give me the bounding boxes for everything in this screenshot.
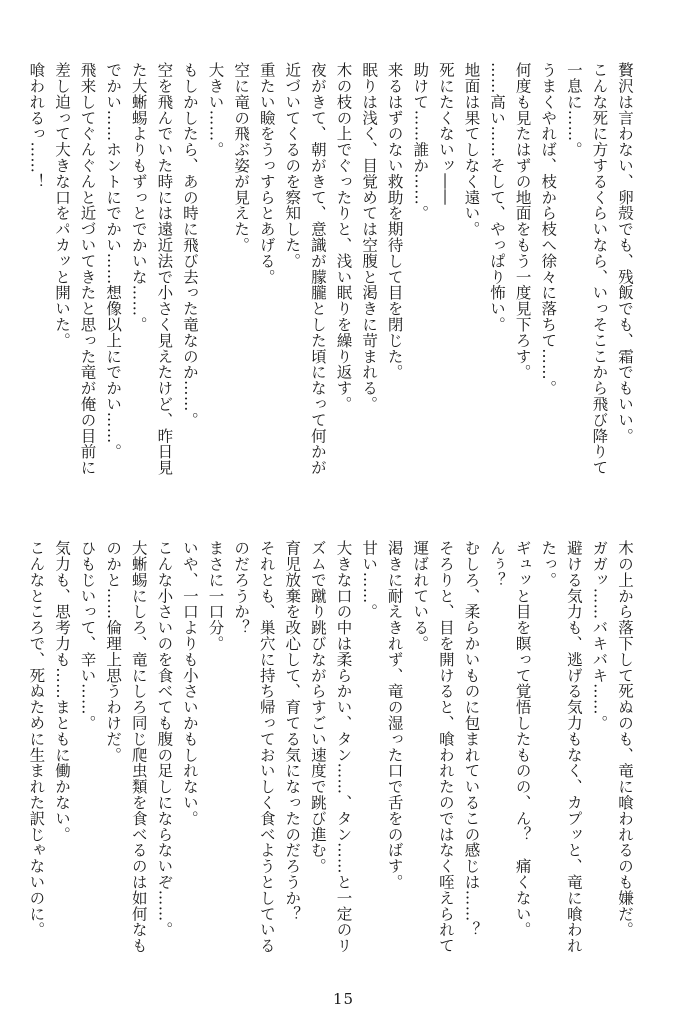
text-line: 空に竜の飛ぶ姿が見えた。 [232,62,251,253]
text-line: でかい……ホントにでかい……想像以上にでかい……。 [104,62,123,460]
text-line: 近づいてくるのを察知した。 [283,62,302,269]
text-line: いや、一口よりも小さいかもしれない。 [180,540,199,827]
text-line: 来るはずのない救助を期待して目を閉じた。 [385,62,404,380]
text-line: のだろうか？ [232,540,251,636]
text-line: 木の上から落下して死ぬのも、竜に喰われるのも嫌だ。 [616,540,634,938]
text-line: ……高い……そして、やっぱり怖い。 [488,62,507,333]
text-line: 贅沢は言わない、卵殻でも、残飯でも、霜でもいい。 [616,62,634,444]
text-line: こんなところで、死ぬために生まれた訳じゃないのに。 [27,540,46,938]
text-line: ひもじいって、辛い……。 [78,540,97,731]
text-line: 大きい……。 [206,62,225,158]
text-line: 大蜥蜴にしろ、竜にしろ同じ爬虫類を食べるのは如何なも [129,540,148,954]
text-line: まさに一口分。 [206,540,225,652]
text-line: んぅ？ [488,540,507,588]
text-line: そろりと、目を開けると、喰われたのではなく咥えられて [436,540,455,954]
text-line: 眠りは浅く、目覚めては空腹と渇きに苛まれる。 [360,62,379,412]
text-line: 喰われるっ……！ [27,62,46,190]
text-line: 地面は果てしなく遠い。 [462,62,481,237]
text-line: のかと……倫理上思うわけだ。 [104,540,123,763]
text-line: 渇きに耐えきれず、竜の湿った口で舌をのばす。 [385,540,404,890]
text-line: ズムで蹴り跳びながらすごい速度で跳び進む。 [308,540,327,874]
text-line: 重たい瞼をうっすらとあげる。 [257,62,276,285]
text-line: 助けて……誰か……。 [411,62,430,221]
text-line: 木の枝の上でぐったりと、浅い眠りを繰り返す。 [334,62,353,412]
text-line: むしろ、柔らかいものに包まれているこの感じは……？ [462,540,481,938]
text-line: うまくやれば、枝から枝へ徐々に落ちて……。 [539,62,558,396]
text-line: 大きな口の中は柔らかい、タン……、タン……と一定のリ [334,540,353,954]
text-line: 気力も、思考力も……まともに働かない。 [52,540,71,843]
text-line: 飛来してぐんぐんと近づいてきたと思った竜が俺の目前に [78,62,97,476]
text-line: 運ばれている。 [411,540,430,652]
upper-text-block [23,62,637,502]
text-line: それとも、巣穴に持ち帰っておいしく食べようとしている [257,540,276,954]
text-line: 一息に……。 [564,62,583,158]
text-line: 夜がきて、朝がきて、意識が朦朧とした頃になって何かが [308,62,327,476]
text-line: た大蜥蜴よりもずっとでかいな……。 [129,62,148,333]
text-line: こんな小さいのを食べても腹の足しにならないぞ……。 [155,540,174,938]
text-line: たっ。 [539,540,558,588]
text-line: ガガッ……バキバキ……。 [590,540,609,731]
text-line: 避ける気力も、逃げる気力もなく、カプッと、竜に喰われ [564,540,583,954]
page-number: 15 [332,990,355,1008]
text-line: 甘い……。 [360,540,379,620]
lower-text-block [23,540,637,980]
text-line: ギュッと目を瞑って覚悟したものの、ん？ 痛くない。 [513,540,532,938]
text-line: 何度も見たはずの地面をもう一度見下ろす。 [513,62,532,380]
text-line: こんな死に方するくらいなら、いっそここから飛び降りて [590,62,609,476]
text-line: 空を飛んでいた時には遠近法で小さく見えたけど、昨日見 [155,62,174,476]
text-line: 差し迫って大きな口をパカッと開いた。 [52,62,71,349]
text-line: もしかしたら、あの時に飛び去った竜なのか……。 [180,62,199,428]
text-line: 育児放棄を改心して、育てる気になったのだろうか？ [283,540,302,922]
text-line: 死にたくないッ―― [436,62,455,206]
